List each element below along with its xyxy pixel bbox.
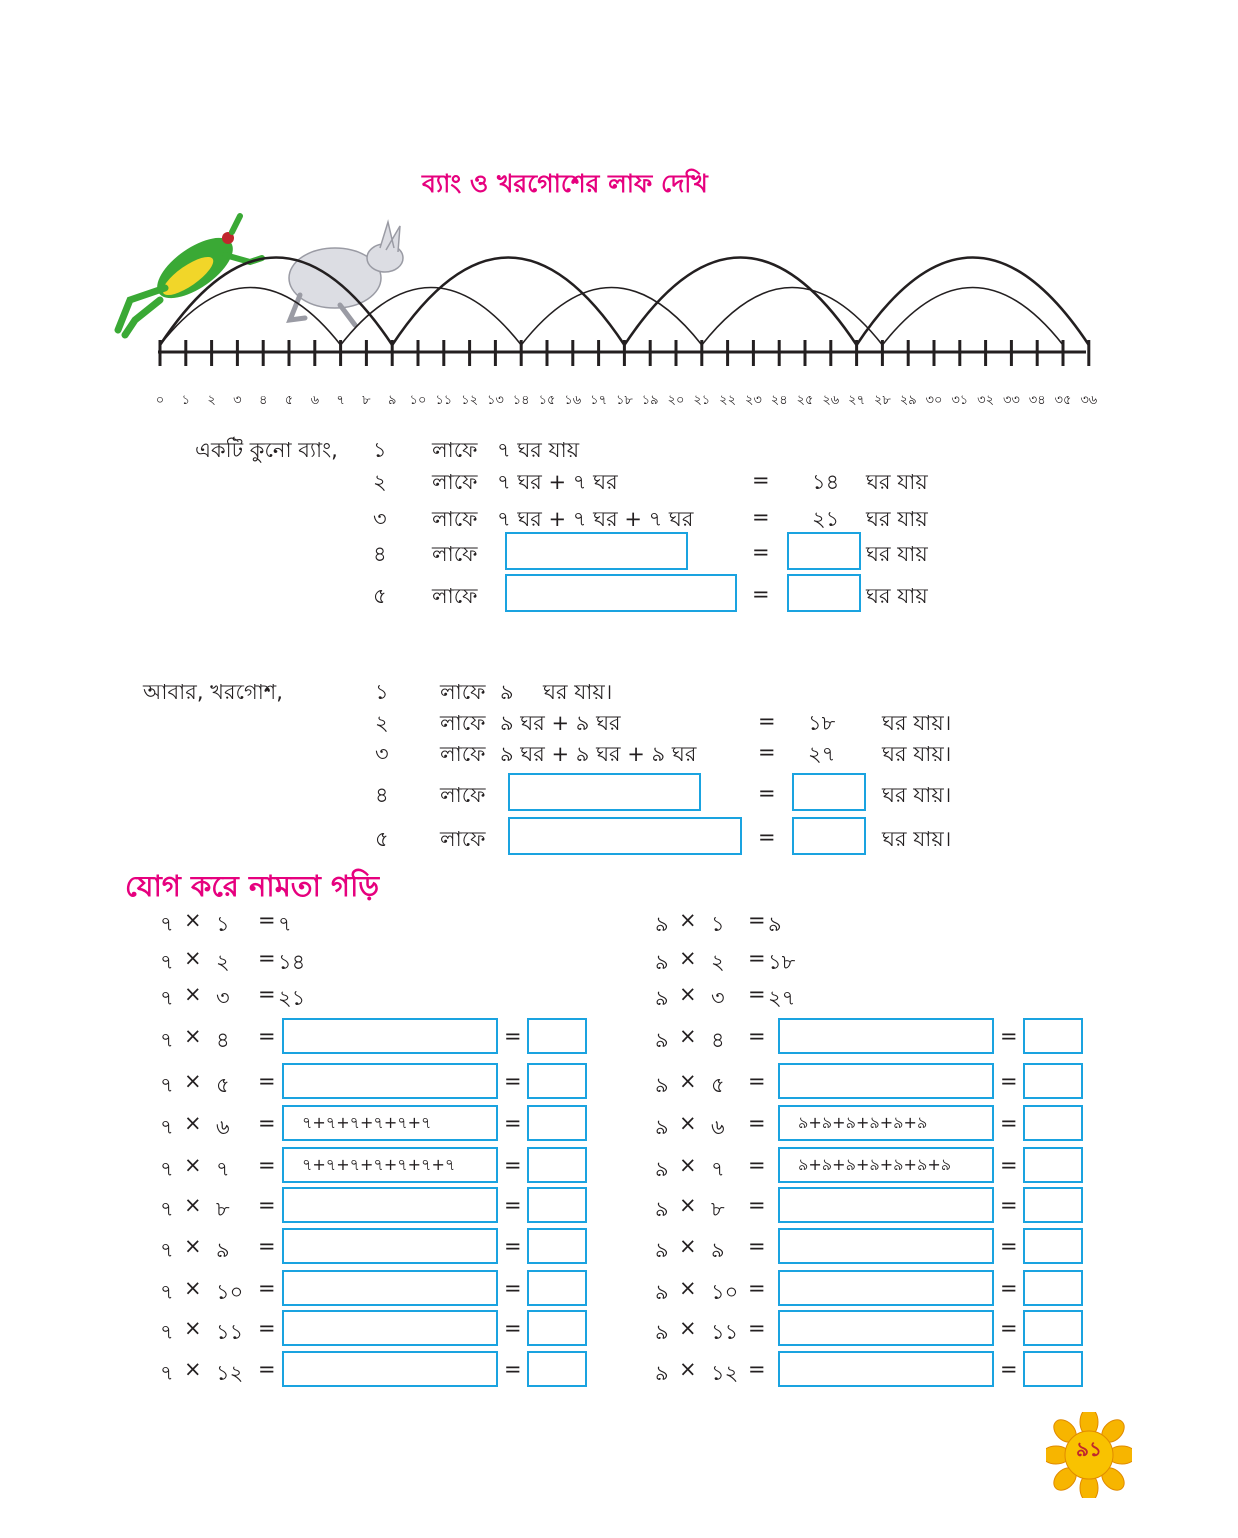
- table9-multiplicand: ৯: [655, 1197, 669, 1221]
- frog-unit: ঘর যায়: [866, 507, 928, 531]
- table7-multiplier: ৫: [216, 1073, 230, 1097]
- table7-product-box[interactable]: [527, 1270, 587, 1306]
- table7-times-sign: ×: [184, 982, 202, 1006]
- jump-arc: [702, 288, 883, 346]
- frog-row-number: ৩: [373, 507, 387, 531]
- table7-multiplier: ১১: [216, 1320, 244, 1344]
- table9-equals-2: =: [1000, 1111, 1018, 1135]
- number-line-label: ২০: [667, 393, 685, 408]
- rabbit-unit: ঘর যায়।: [882, 742, 952, 766]
- table7-product-box[interactable]: [527, 1018, 587, 1054]
- table9-equals: =: [748, 1024, 766, 1048]
- table9-sum-box[interactable]: [778, 1147, 994, 1183]
- table9-equals: =: [748, 1069, 766, 1093]
- table9-sum-box[interactable]: [778, 1187, 994, 1223]
- table9-product-box[interactable]: [1023, 1147, 1083, 1183]
- table7-multiplier: ৩: [216, 986, 230, 1010]
- number-line-label: ১৩: [486, 393, 504, 408]
- rabbit-expression-box[interactable]: [508, 773, 701, 811]
- table7-multiplicand: ৭: [160, 1320, 174, 1344]
- table9-equals-2: =: [1000, 1316, 1018, 1340]
- number-line-label: ৩৪: [1028, 393, 1046, 408]
- frog-lafe-label: লাফে: [432, 438, 478, 462]
- rabbit-lafe-label: লাফে: [440, 711, 486, 735]
- rabbit-equals: =: [758, 781, 776, 805]
- table9-multiplicand: ৯: [655, 1028, 669, 1052]
- table7-sum-box[interactable]: [282, 1147, 498, 1183]
- number-line-label: ২৫: [796, 393, 814, 408]
- table7-times-sign: ×: [184, 1276, 202, 1300]
- jump-arc: [624, 258, 856, 346]
- table7-product-box[interactable]: [527, 1310, 587, 1346]
- frog-row-number: ২: [373, 470, 387, 494]
- jump-arc: [521, 288, 702, 346]
- frog-row-number: ৪: [373, 542, 387, 566]
- table7-product-box[interactable]: [527, 1063, 587, 1099]
- number-line-label: ১২: [461, 393, 479, 408]
- table9-times-sign: ×: [679, 1111, 697, 1135]
- table9-product-box[interactable]: [1023, 1063, 1083, 1099]
- table9-times-sign: ×: [679, 1153, 697, 1177]
- table7-product-box[interactable]: [527, 1105, 587, 1141]
- table9-multiplier: ৮: [711, 1197, 725, 1221]
- table9-product-box[interactable]: [1023, 1187, 1083, 1223]
- table9-equals-2: =: [1000, 1153, 1018, 1177]
- table7-sum-box[interactable]: [282, 1187, 498, 1223]
- number-line-label: ২১: [693, 393, 711, 408]
- number-line-label: ২৩: [744, 393, 762, 408]
- table7-equals: =: [258, 946, 276, 970]
- table9-equals-2: =: [1000, 1069, 1018, 1093]
- table9-sum-box[interactable]: [778, 1351, 994, 1387]
- table7-times-sign: ×: [184, 1111, 202, 1135]
- table7-multiplicand: ৭: [160, 1280, 174, 1304]
- table9-times-sign: ×: [679, 982, 697, 1006]
- frog-expression: ৭ ঘর যায়: [497, 438, 580, 462]
- table9-times-sign: ×: [679, 1193, 697, 1217]
- rabbit-lafe-label: লাফে: [440, 827, 486, 851]
- section-title-tables: যোগ করে নামতা গড়ি: [125, 869, 380, 903]
- number-line-label: ৮: [362, 393, 371, 408]
- number-line-label: ৪: [258, 393, 268, 408]
- table9-multiplicand: ৯: [655, 1115, 669, 1139]
- rabbit-result: ২৭: [808, 742, 836, 766]
- frog-illustration: [118, 216, 262, 335]
- table7-times-sign: ×: [184, 1234, 202, 1258]
- number-line-label: ১৭: [590, 393, 608, 408]
- table9-product-box[interactable]: [1023, 1310, 1083, 1346]
- table7-multiplicand: ৭: [160, 1157, 174, 1181]
- number-line-label: ১৫: [538, 393, 556, 408]
- table7-times-sign: ×: [184, 1153, 202, 1177]
- number-line-label: ১৮: [615, 393, 633, 408]
- table7-sum-box[interactable]: [282, 1351, 498, 1387]
- table9-multiplicand: ৯: [655, 986, 669, 1010]
- number-line-label: ৭: [336, 393, 345, 408]
- table9-equals: =: [748, 1193, 766, 1217]
- table9-multiplier: ১২: [711, 1361, 739, 1385]
- table9-multiplier: ৫: [711, 1073, 725, 1097]
- number-line-label: ২২: [719, 393, 737, 408]
- frog-unit: ঘর যায়: [866, 584, 928, 608]
- frog-unit: ঘর যায়: [866, 542, 928, 566]
- table7-equals-2: =: [504, 1276, 522, 1300]
- frog-lafe-label: লাফে: [432, 542, 478, 566]
- rabbit-equals: =: [758, 709, 776, 733]
- table9-answer: ২৭: [768, 986, 796, 1010]
- frog-equals: =: [752, 505, 770, 529]
- table7-times-sign: ×: [184, 1357, 202, 1381]
- table7-multiplicand: ৭: [160, 1238, 174, 1262]
- table9-multiplier: ১০: [711, 1280, 739, 1304]
- frog-expression: ৭ ঘর + ৭ ঘর + ৭ ঘর: [497, 507, 694, 531]
- rabbit-row-number: ৫: [375, 827, 389, 851]
- rabbit-equals: =: [758, 825, 776, 849]
- table9-multiplier: ৪: [711, 1028, 725, 1052]
- table7-equals-2: =: [504, 1024, 522, 1048]
- rabbit-unit: ঘর যায়।: [882, 827, 952, 851]
- table7-times-sign: ×: [184, 946, 202, 970]
- rabbit-expression: ৯: [500, 680, 514, 704]
- table7-product-box[interactable]: [527, 1228, 587, 1264]
- table9-sum-box[interactable]: [778, 1310, 994, 1346]
- frog-row-number: ১: [373, 438, 387, 462]
- table9-multiplicand: ৯: [655, 1320, 669, 1344]
- frog-answer-box[interactable]: [787, 532, 861, 570]
- rabbit-answer-box[interactable]: [792, 817, 866, 855]
- table9-equals: =: [748, 1316, 766, 1340]
- table9-product-box[interactable]: [1023, 1105, 1083, 1141]
- table9-times-sign: ×: [679, 1024, 697, 1048]
- table9-sum-box-text: ৯+৯+৯+৯+৯+৯+৯: [798, 1155, 952, 1174]
- table7-sum-box[interactable]: [282, 1228, 498, 1264]
- frog-expression-box[interactable]: [505, 532, 688, 570]
- rabbit-equals: =: [758, 740, 776, 764]
- number-line-label: ২৮: [873, 393, 891, 408]
- table9-answer: ১৮: [768, 950, 796, 974]
- table7-equals-2: =: [504, 1316, 522, 1340]
- number-line-label: ১৪: [512, 393, 530, 408]
- table7-sum-box[interactable]: [282, 1270, 498, 1306]
- table7-sum-box-text: ৭+৭+৭+৭+৭+৭+৭: [302, 1155, 456, 1174]
- page-number: ৯১: [1076, 1437, 1102, 1461]
- table9-sum-box[interactable]: [778, 1063, 994, 1099]
- frog-expression: ৭ ঘর + ৭ ঘর: [497, 470, 618, 494]
- table9-equals: =: [748, 982, 766, 1006]
- table9-equals-2: =: [1000, 1357, 1018, 1381]
- table9-multiplicand: ৯: [655, 1361, 669, 1385]
- number-line-label: ৩: [233, 393, 242, 408]
- table7-equals-2: =: [504, 1111, 522, 1135]
- table9-equals: =: [748, 1276, 766, 1300]
- table9-multiplicand: ৯: [655, 1238, 669, 1262]
- table7-equals: =: [258, 1069, 276, 1093]
- table9-sum-box-text: ৯+৯+৯+৯+৯+৯: [798, 1113, 928, 1132]
- table9-product-box[interactable]: [1023, 1018, 1083, 1054]
- table7-equals-2: =: [504, 1193, 522, 1217]
- rabbit-row-number: ১: [375, 680, 389, 704]
- frog-equals: =: [752, 540, 770, 564]
- frog-expression-box[interactable]: [505, 574, 737, 612]
- rabbit-row-number: ২: [375, 711, 389, 735]
- rabbit-lafe-label: লাফে: [440, 783, 486, 807]
- table7-answer: ২১: [278, 986, 306, 1010]
- table9-equals-2: =: [1000, 1276, 1018, 1300]
- table9-times-sign: ×: [679, 1069, 697, 1093]
- table9-multiplicand: ৯: [655, 912, 669, 936]
- table7-equals: =: [258, 908, 276, 932]
- table7-sum-box[interactable]: [282, 1063, 498, 1099]
- rabbit-expression: ৯ ঘর + ৯ ঘর: [500, 711, 621, 735]
- frog-lafe-label: লাফে: [432, 470, 478, 494]
- table9-multiplicand: ৯: [655, 1280, 669, 1304]
- table7-multiplier: ৯: [216, 1238, 230, 1262]
- table9-equals: =: [748, 1357, 766, 1381]
- table7-answer: ১৪: [278, 950, 306, 974]
- table7-equals-2: =: [504, 1234, 522, 1258]
- rabbit-row-number: ৩: [375, 742, 389, 766]
- number-line-label: ১৬: [564, 393, 582, 408]
- table9-equals: =: [748, 1111, 766, 1135]
- jump-arc: [857, 258, 1089, 346]
- number-line-label: ৩৩: [1002, 393, 1020, 408]
- table7-times-sign: ×: [184, 908, 202, 932]
- table9-times-sign: ×: [679, 1276, 697, 1300]
- number-line-label: ১৯: [641, 393, 659, 408]
- table7-equals: =: [258, 1111, 276, 1135]
- table9-multiplicand: ৯: [655, 1073, 669, 1097]
- table7-sum-box[interactable]: [282, 1310, 498, 1346]
- table9-multiplier: ৩: [711, 986, 725, 1010]
- table9-times-sign: ×: [679, 1234, 697, 1258]
- rabbit-extra: ঘর যায়।: [543, 680, 613, 704]
- frog-result: ১৪: [812, 470, 840, 494]
- rabbit-answer-box[interactable]: [792, 773, 866, 811]
- number-line-label: ৫: [284, 393, 294, 408]
- table9-sum-box[interactable]: [778, 1105, 994, 1141]
- table7-multiplicand: ৭: [160, 1115, 174, 1139]
- table7-equals: =: [258, 1024, 276, 1048]
- rabbit-lafe-label: লাফে: [440, 680, 486, 704]
- table7-equals: =: [258, 1316, 276, 1340]
- rabbit-row-number: ৪: [375, 783, 389, 807]
- table9-equals-2: =: [1000, 1193, 1018, 1217]
- table7-times-sign: ×: [184, 1193, 202, 1217]
- table7-multiplicand: ৭: [160, 1361, 174, 1385]
- table7-equals: =: [258, 1193, 276, 1217]
- table7-multiplier: ৭: [216, 1157, 230, 1181]
- table7-multiplicand: ৭: [160, 950, 174, 974]
- table9-equals: =: [748, 908, 766, 932]
- frog-lafe-label: লাফে: [432, 507, 478, 531]
- table7-multiplicand: ৭: [160, 1073, 174, 1097]
- table7-equals-2: =: [504, 1069, 522, 1093]
- table9-multiplier: ১: [711, 912, 725, 936]
- table7-equals: =: [258, 1234, 276, 1258]
- rabbit-unit: ঘর যায়।: [882, 783, 952, 807]
- jump-arc: [392, 258, 624, 346]
- table9-times-sign: ×: [679, 946, 697, 970]
- table7-sum-box-text: ৭+৭+৭+৭+৭+৭: [302, 1113, 432, 1132]
- table7-equals: =: [258, 1357, 276, 1381]
- table9-product-box[interactable]: [1023, 1228, 1083, 1264]
- table9-equals-2: =: [1000, 1024, 1018, 1048]
- rabbit-intro: আবার, খরগোশ,: [143, 680, 283, 704]
- rabbit-lafe-label: লাফে: [440, 742, 486, 766]
- table7-multiplier: ১: [216, 912, 230, 936]
- rabbit-result: ১৮: [808, 711, 836, 735]
- frog-result: ২১: [812, 507, 840, 531]
- number-line-label: ২৯: [899, 393, 917, 408]
- table7-product-box[interactable]: [527, 1351, 587, 1387]
- table9-product-box[interactable]: [1023, 1351, 1083, 1387]
- table7-multiplier: ২: [216, 950, 230, 974]
- table7-equals-2: =: [504, 1153, 522, 1177]
- number-line-label: ৩২: [977, 393, 995, 408]
- table7-times-sign: ×: [184, 1024, 202, 1048]
- table7-multiplier: ৪: [216, 1028, 230, 1052]
- number-line-label: ৩৫: [1054, 393, 1072, 408]
- table7-product-box[interactable]: [527, 1187, 587, 1223]
- table9-times-sign: ×: [679, 1316, 697, 1340]
- jump-arc: [882, 288, 1063, 346]
- frog-unit: ঘর যায়: [866, 470, 928, 494]
- number-line-figure: [0, 0, 1238, 420]
- table9-equals-2: =: [1000, 1234, 1018, 1258]
- number-line-label: ২৭: [848, 393, 866, 408]
- table7-multiplicand: ৭: [160, 912, 174, 936]
- section-title-jumps: ব্যাং ও খরগোশের লাফ দেখি: [422, 169, 708, 198]
- number-line-label: ২: [207, 393, 216, 408]
- frog-intro: একটি কুনো ব্যাং,: [195, 438, 338, 462]
- rabbit-unit: ঘর যায়।: [882, 711, 952, 735]
- table7-multiplicand: ৭: [160, 986, 174, 1010]
- number-line-label: ১১: [435, 393, 453, 408]
- frog-row-number: ৫: [373, 584, 387, 608]
- number-line-label: ১০: [409, 393, 427, 408]
- frog-lafe-label: লাফে: [432, 584, 478, 608]
- number-line-label: ৬: [310, 393, 320, 408]
- table7-answer: ৭: [278, 912, 292, 936]
- table7-multiplier: ১২: [216, 1361, 244, 1385]
- table9-times-sign: ×: [679, 1357, 697, 1381]
- table9-sum-box[interactable]: [778, 1018, 994, 1054]
- rabbit-expression: ৯ ঘর + ৯ ঘর + ৯ ঘর: [500, 742, 697, 766]
- table7-multiplier: ৮: [216, 1197, 230, 1221]
- number-line-label: ৯: [387, 393, 397, 408]
- frog-equals: =: [752, 582, 770, 606]
- table7-equals: =: [258, 982, 276, 1006]
- frog-equals: =: [752, 468, 770, 492]
- table7-times-sign: ×: [184, 1316, 202, 1340]
- table7-sum-box[interactable]: [282, 1105, 498, 1141]
- table7-equals: =: [258, 1153, 276, 1177]
- frog-answer-box[interactable]: [787, 574, 861, 612]
- number-line-label: ৩৬: [1080, 393, 1098, 408]
- table7-multiplier: ১০: [216, 1280, 244, 1304]
- table9-multiplicand: ৯: [655, 950, 669, 974]
- number-line-label: ১: [181, 393, 191, 408]
- table7-multiplier: ৬: [216, 1115, 230, 1139]
- number-line-label: ২৬: [822, 393, 840, 408]
- table9-multiplier: ৬: [711, 1115, 725, 1139]
- table9-multiplier: ১১: [711, 1320, 739, 1344]
- number-line-label: ৩০: [925, 393, 943, 408]
- table7-equals: =: [258, 1276, 276, 1300]
- number-line-label: ৩১: [951, 393, 969, 408]
- table7-sum-box[interactable]: [282, 1018, 498, 1054]
- table9-multiplier: ২: [711, 950, 725, 974]
- table9-equals: =: [748, 1153, 766, 1177]
- table7-times-sign: ×: [184, 1069, 202, 1093]
- number-line-label: ০: [155, 393, 165, 408]
- number-line-labels: [156, 393, 1098, 408]
- rabbit-expression-box[interactable]: [508, 817, 742, 855]
- table9-multiplicand: ৯: [655, 1157, 669, 1181]
- table7-multiplicand: ৭: [160, 1197, 174, 1221]
- table7-equals-2: =: [504, 1357, 522, 1381]
- table9-times-sign: ×: [679, 908, 697, 932]
- table9-sum-box[interactable]: [778, 1228, 994, 1264]
- table9-product-box[interactable]: [1023, 1270, 1083, 1306]
- table9-multiplier: ৭: [711, 1157, 725, 1181]
- table9-answer: ৯: [768, 912, 782, 936]
- table9-equals: =: [748, 946, 766, 970]
- table9-sum-box[interactable]: [778, 1270, 994, 1306]
- number-line-label: ২৪: [770, 393, 788, 408]
- table7-product-box[interactable]: [527, 1147, 587, 1183]
- table9-multiplier: ৯: [711, 1238, 725, 1262]
- table7-multiplicand: ৭: [160, 1028, 174, 1052]
- table9-equals: =: [748, 1234, 766, 1258]
